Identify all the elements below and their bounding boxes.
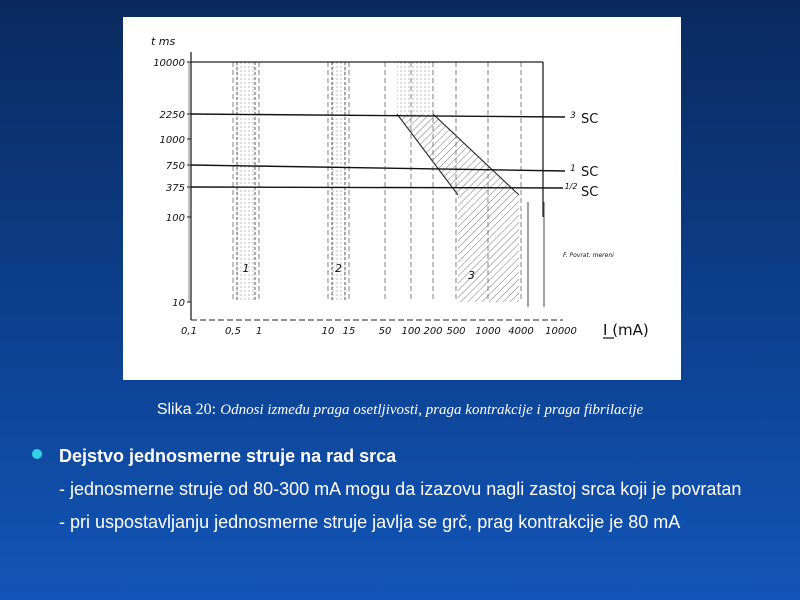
y-tick-label: 10000 <box>153 58 185 69</box>
ref-label-unit: SC <box>581 112 599 127</box>
y-tick-label: 750 <box>165 161 185 172</box>
y-tick-label: 375 <box>165 183 185 194</box>
ref-label-unit: SC <box>581 165 599 180</box>
chart-svg <box>123 17 681 380</box>
caption-label: Slika <box>156 401 192 418</box>
x-tick-label: 4000 <box>508 326 534 337</box>
sub-line-1: - jednosmerne struje od 80-300 mA mogu da izazovu nagli zastoj srca koji je povratan <box>59 479 742 499</box>
y-tick-label: 2250 <box>159 110 185 121</box>
bullet-text: Dejstvo jednosmerne struje na rad srca <box>59 446 397 466</box>
x-tick-label: 500 <box>446 326 466 337</box>
region-label-3: 3 <box>468 269 476 282</box>
x-tick-label: 0,1 <box>181 326 197 337</box>
ref-label-num: 3 <box>570 111 576 121</box>
side-note: F. Povrat. mereni <box>563 252 614 259</box>
x-axis-label: I (mA) <box>603 321 649 339</box>
y-axis-label: t ms <box>151 35 176 48</box>
y-tick-label: 1000 <box>159 135 185 146</box>
x-tick-label: 100 <box>401 326 421 337</box>
chart-figure <box>123 17 681 380</box>
caption-number: 20: <box>195 401 217 418</box>
bullet-item <box>32 444 777 468</box>
y-tick-label: 10 <box>172 298 185 309</box>
figure-caption <box>0 401 800 419</box>
sub-line-2: - pri uspostavljanju jednosmerne struje javlja se grč, prag kontrakcije je 80 mA <box>59 512 681 532</box>
x-tick-label: 10000 <box>545 326 577 337</box>
x-tick-label: 200 <box>423 326 443 337</box>
region-label-2: 2 <box>335 262 342 275</box>
bullet-dot-icon <box>32 449 42 459</box>
ref-label-num: 1 <box>570 164 576 174</box>
ref-label-unit: SC <box>581 185 599 200</box>
region-3-top-shade <box>397 62 433 114</box>
caption-text: Odnosi između praga osetljivosti, praga kontrakcije i praga fibrilacije <box>220 402 644 418</box>
x-tick-label: 1000 <box>475 326 501 337</box>
ref-label-num: 1/2 <box>564 182 578 191</box>
y-tick-label: 100 <box>165 213 185 224</box>
x-tick-label: 1 <box>255 326 263 337</box>
region-3-hatch <box>397 114 519 302</box>
slide-content <box>32 444 777 534</box>
x-tick-label: 10 <box>321 326 335 337</box>
x-tick-label: 0,5 <box>225 326 241 337</box>
x-tick-label: 50 <box>378 326 392 337</box>
x-tick-label: 15 <box>342 326 356 337</box>
region-label-1: 1 <box>242 262 250 275</box>
